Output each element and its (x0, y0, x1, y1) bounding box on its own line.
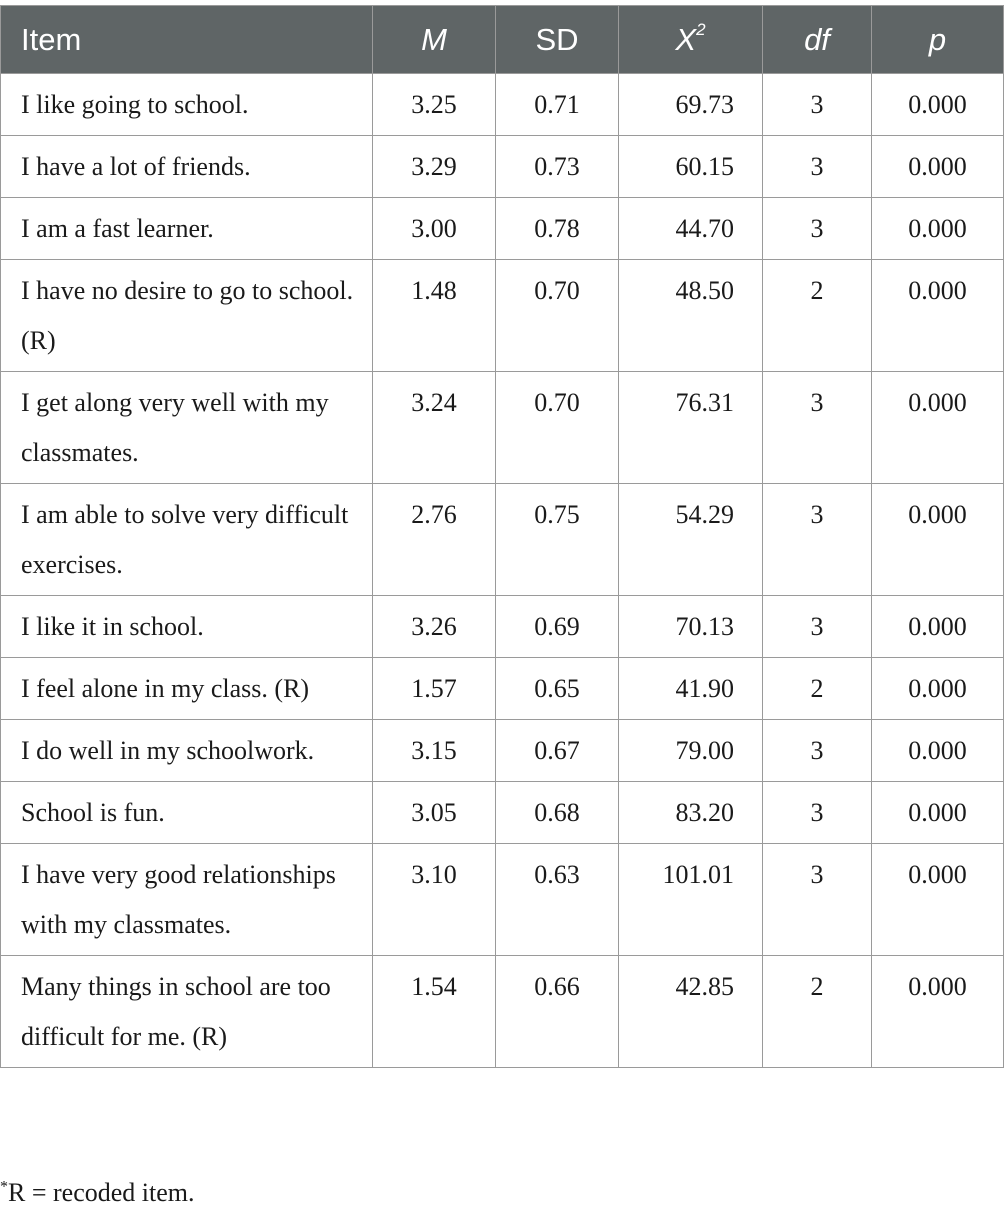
table-row (1, 260, 1004, 372)
cell-mean: 3.00 (373, 198, 496, 260)
cell-item: I like going to school. (1, 74, 373, 136)
cell-item: I am able to solve very difficult exercises. (1, 484, 373, 596)
cell-sd: 0.75 (496, 484, 619, 596)
cell-chi-square: 83.20 (619, 782, 763, 844)
cell-chi-square: 41.90 (619, 658, 763, 720)
cell-mean: 3.25 (373, 74, 496, 136)
cell-p: 0.000 (872, 136, 1004, 198)
cell-mean: 3.24 (373, 372, 496, 484)
cell-p: 0.000 (872, 74, 1004, 136)
cell-chi-square: 48.50 (619, 260, 763, 372)
cell-df: 3 (763, 720, 872, 782)
cell-item: I do well in my schoolwork. (1, 720, 373, 782)
cell-p: 0.000 (872, 720, 1004, 782)
table-row (1, 372, 1004, 484)
table-row (1, 136, 1004, 198)
cell-chi-square: 79.00 (619, 720, 763, 782)
cell-df: 3 (763, 844, 872, 956)
cell-chi-square: 70.13 (619, 596, 763, 658)
cell-chi-square: 42.85 (619, 956, 763, 1068)
cell-sd: 0.78 (496, 198, 619, 260)
header-chi-square-exponent: 2 (696, 20, 706, 40)
table-row (1, 74, 1004, 136)
cell-sd: 0.63 (496, 844, 619, 956)
cell-mean: 1.48 (373, 260, 496, 372)
cell-mean: 3.05 (373, 782, 496, 844)
cell-chi-square: 101.01 (619, 844, 763, 956)
cell-df: 3 (763, 596, 872, 658)
table-row (1, 720, 1004, 782)
cell-p: 0.000 (872, 956, 1004, 1068)
cell-item: I have very good relationships with my classmates. (1, 844, 373, 956)
header-row (1, 6, 1004, 74)
header-chi-square-symbol: X (675, 21, 697, 57)
cell-df: 3 (763, 484, 872, 596)
cell-p: 0.000 (872, 198, 1004, 260)
table-row (1, 844, 1004, 956)
cell-item: I get along very well with my classmates. (1, 372, 373, 484)
header-chi-square (619, 6, 763, 74)
footnote-text: R = recoded item. (8, 1178, 195, 1207)
footnote (0, 1178, 195, 1208)
table-row (1, 658, 1004, 720)
table-row (1, 198, 1004, 260)
cell-item: I am a fast learner. (1, 198, 373, 260)
cell-df: 2 (763, 658, 872, 720)
cell-df: 2 (763, 956, 872, 1068)
cell-p: 0.000 (872, 596, 1004, 658)
cell-mean: 3.26 (373, 596, 496, 658)
cell-chi-square: 69.73 (619, 74, 763, 136)
cell-df: 3 (763, 136, 872, 198)
table-row (1, 484, 1004, 596)
header-sd: SD (496, 6, 619, 74)
table-row (1, 596, 1004, 658)
cell-p: 0.000 (872, 260, 1004, 372)
cell-mean: 3.15 (373, 720, 496, 782)
cell-mean: 3.10 (373, 844, 496, 956)
table-header (1, 6, 1004, 74)
cell-sd: 0.68 (496, 782, 619, 844)
table-body (1, 74, 1004, 1068)
cell-sd: 0.65 (496, 658, 619, 720)
cell-p: 0.000 (872, 484, 1004, 596)
cell-p: 0.000 (872, 782, 1004, 844)
cell-item: I have no desire to go to school. (R) (1, 260, 373, 372)
cell-mean: 1.57 (373, 658, 496, 720)
cell-p: 0.000 (872, 844, 1004, 956)
cell-p: 0.000 (872, 658, 1004, 720)
cell-p: 0.000 (872, 372, 1004, 484)
cell-item: I like it in school. (1, 596, 373, 658)
footnote-marker: * (0, 1178, 8, 1196)
header-mean: M (373, 6, 496, 74)
cell-item: Many things in school are too difficult for me. (R) (1, 956, 373, 1068)
header-p: p (872, 6, 1004, 74)
cell-sd: 0.71 (496, 74, 619, 136)
cell-df: 3 (763, 198, 872, 260)
statistics-table (0, 5, 1004, 1068)
cell-chi-square: 54.29 (619, 484, 763, 596)
table-row (1, 956, 1004, 1068)
cell-mean: 1.54 (373, 956, 496, 1068)
cell-sd: 0.66 (496, 956, 619, 1068)
cell-sd: 0.67 (496, 720, 619, 782)
cell-df: 3 (763, 74, 872, 136)
header-item: Item (1, 6, 373, 74)
cell-item: I have a lot of friends. (1, 136, 373, 198)
cell-sd: 0.70 (496, 260, 619, 372)
cell-sd: 0.73 (496, 136, 619, 198)
cell-chi-square: 76.31 (619, 372, 763, 484)
cell-mean: 2.76 (373, 484, 496, 596)
cell-df: 3 (763, 372, 872, 484)
cell-item: School is fun. (1, 782, 373, 844)
header-df: df (763, 6, 872, 74)
cell-chi-square: 60.15 (619, 136, 763, 198)
cell-sd: 0.69 (496, 596, 619, 658)
cell-df: 2 (763, 260, 872, 372)
cell-sd: 0.70 (496, 372, 619, 484)
cell-mean: 3.29 (373, 136, 496, 198)
table-row (1, 782, 1004, 844)
cell-item: I feel alone in my class. (R) (1, 658, 373, 720)
cell-chi-square: 44.70 (619, 198, 763, 260)
cell-df: 3 (763, 782, 872, 844)
